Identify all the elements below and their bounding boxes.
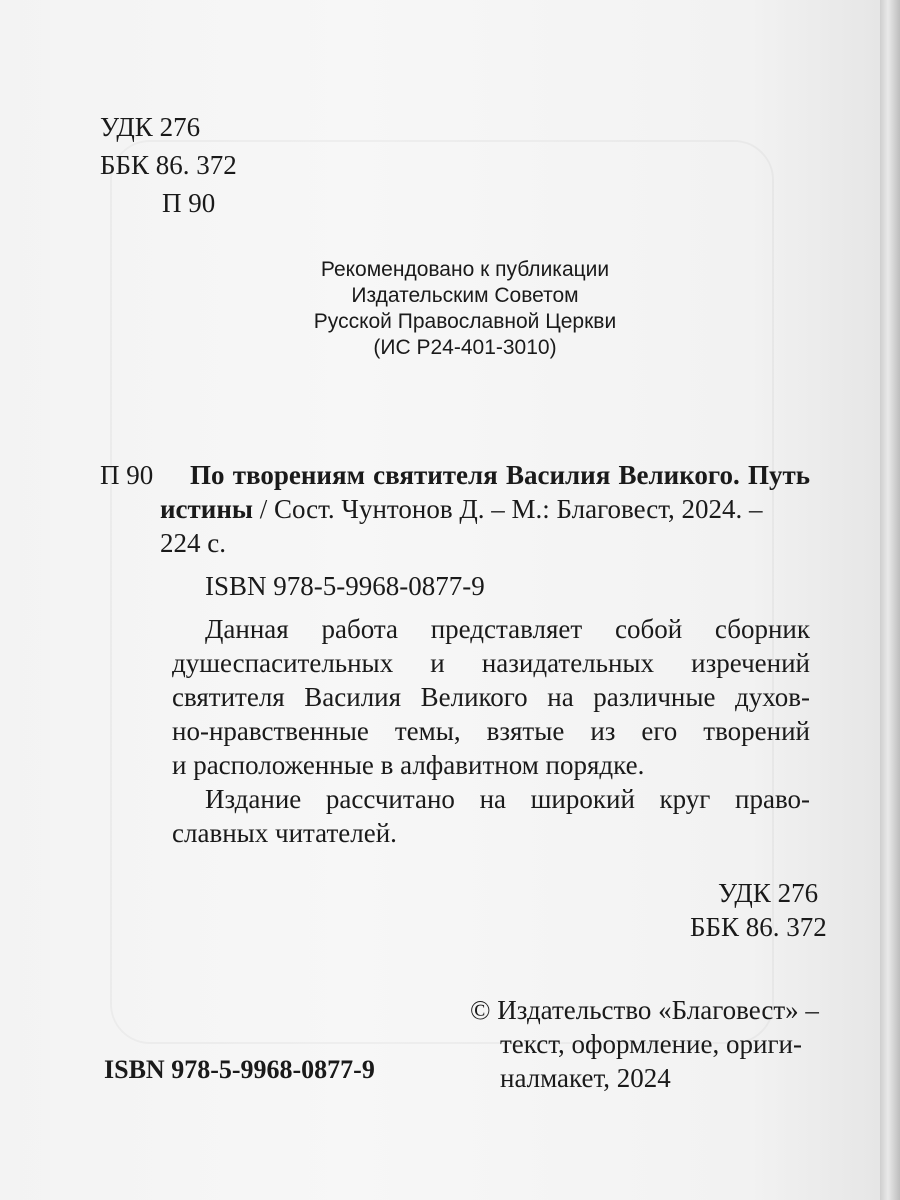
author-mark: П 90 [162,188,216,218]
udk-code: УДК 276 [100,112,201,142]
approval-line-1: Рекомендовано к публикации [320,258,610,281]
abstract-line: душеспасительных и назидательных изречений [172,648,810,678]
audience-line: славных читателей. [172,818,397,848]
abstract-line: но-нравственные темы, взятые из его творений [172,716,810,746]
approval-line-4: (ИС Р24-401-3010) [373,336,557,359]
bottom-isbn: ISBN 978-5-9968-0877-9 [104,1055,375,1084]
footer-bbk: ББК 86. 372 [690,912,827,942]
approval-line-3: Русской Православной Церкви [313,310,617,333]
page-edge-shadow [880,0,900,1200]
entry-title-continuation [160,496,763,523]
approval-line-2: Издательским Советом [351,284,579,307]
abstract-line: Данная работа представляет собой сборник [205,614,810,644]
copyright-line-1: © Издательство «Благовест» – [470,995,819,1025]
abstract-line: святителя Василия Великого на различные духов- [172,682,810,712]
entry-bibliography: / Сост. Чунтонов Д. – М.: Благовест, 2024. – [259,494,763,524]
entry-pages: 224 с. [160,528,226,558]
entry-isbn: ISBN 978-5-9968-0877-9 [205,571,485,601]
abstract-line: и расположенные в алфавитном порядке. [172,750,645,780]
footer-udk: УДК 276 [718,878,819,908]
audience-line: Издание рассчитано на широкий круг право- [205,784,810,814]
copyright-line-3: налмакет, 2024 [500,1063,671,1093]
entry-title: По творениям святителя Василия Великого. Путь [190,460,810,490]
entry-title-end: истины [160,494,253,524]
bbk-code: ББК 86. 372 [100,150,237,180]
entry-author-mark: П 90 [100,460,154,490]
copyright-line-2: текст, оформление, ориги- [500,1029,802,1059]
